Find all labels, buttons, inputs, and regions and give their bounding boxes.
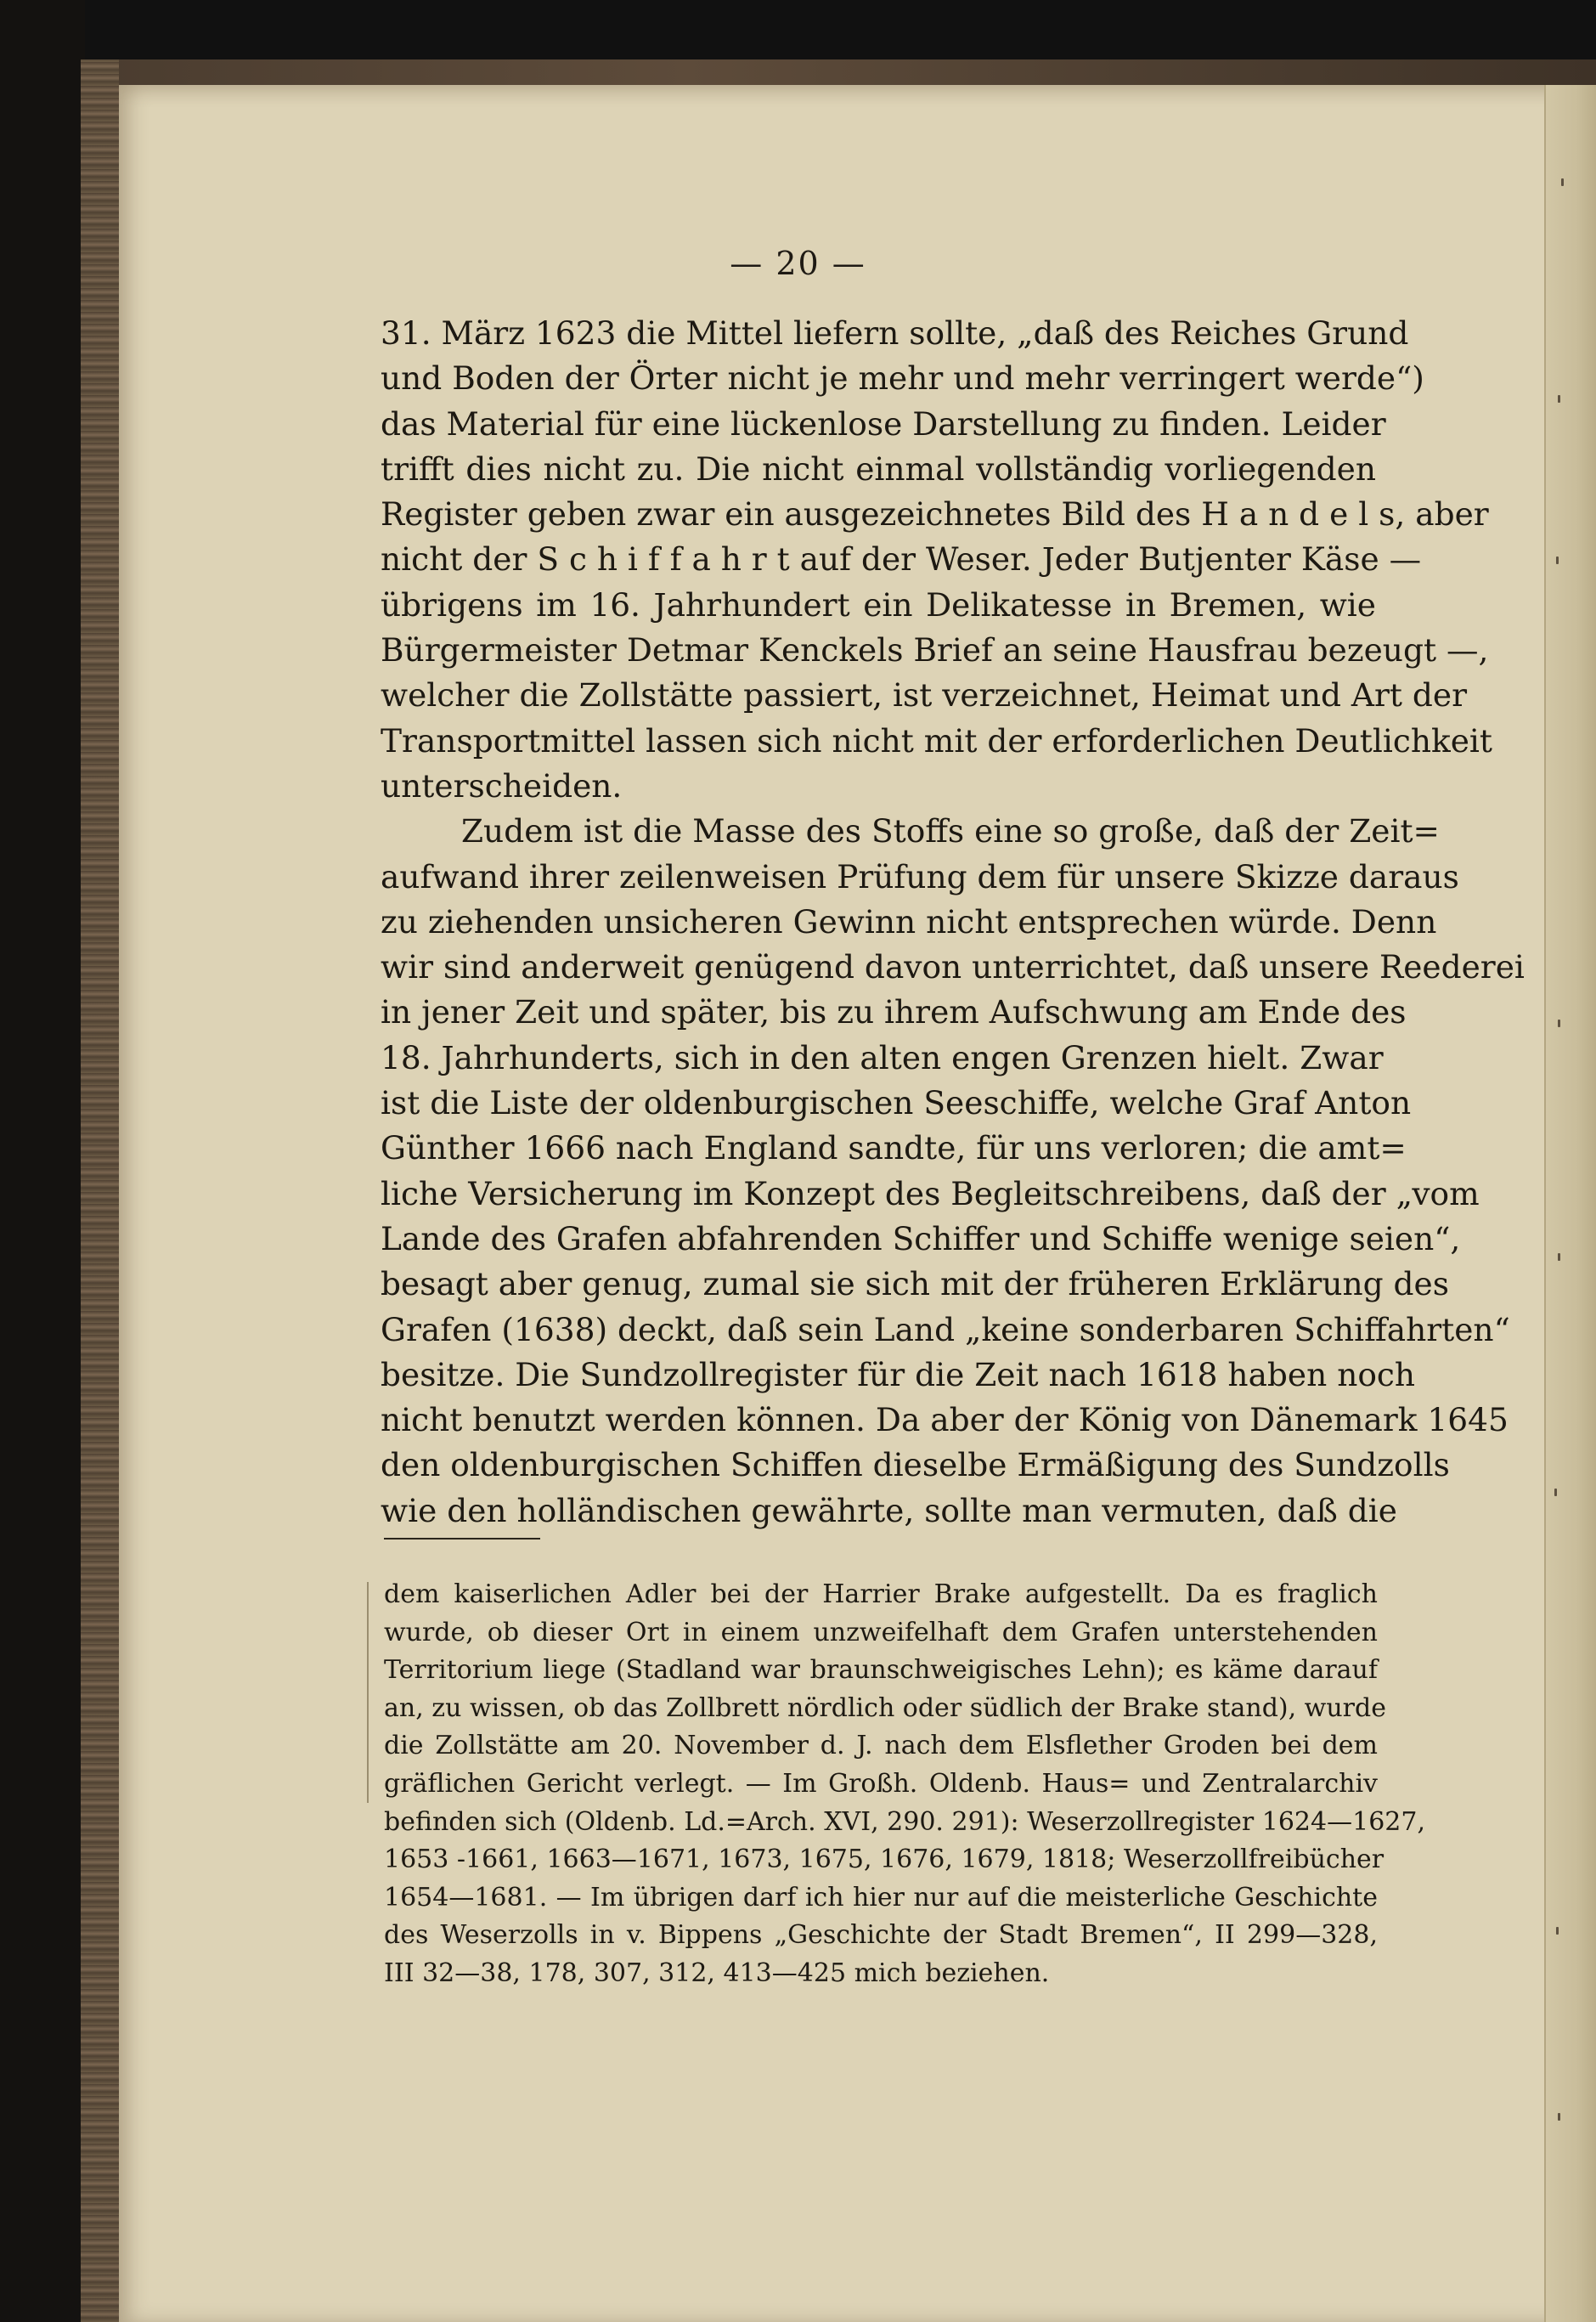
main-text [381, 311, 1525, 1534]
text-line: ist die Liste der oldenburgischen Seeschiffe, welche Graf Anton [381, 1084, 1412, 1122]
footnote-line: an, zu wissen, ob das Zollbrett nördlich oder südlich der Brake stand), wurde [384, 1692, 1386, 1723]
page-edge-right [1544, 85, 1596, 2322]
footnote-separator [384, 1538, 540, 1540]
text-line: den oldenburgischen Schiffen dieselbe Ermäßigung des Sundzolls [381, 1446, 1450, 1484]
text-line: besitze. Die Sundzollregister für die Zeit nach 1618 haben noch [381, 1355, 1416, 1393]
footnote-line: gräflichen Gericht verlegt. — Im Großh. Oldenb. Haus= und Zentralarchiv [384, 1768, 1378, 1799]
footnote-line: III 32—38, 178, 307, 312, 413—425 mich beziehen. [384, 1958, 1050, 1988]
footnote-line: 1654—1681. — Im übrigen darf ich hier nur auf die meisterliche Geschichte [384, 1882, 1378, 1912]
text-line: Grafen (1638) deckt, daß sein Land „keine sonderbaren Schiffahrten“ [381, 1310, 1510, 1348]
footnote-line: wurde, ob dieser Ort in einem unzweifelhaft dem Grafen unterstehenden [384, 1617, 1378, 1647]
text-line: Lande des Grafen abfahrenden Schiffer und Schiffe wenige seien“, [381, 1219, 1461, 1257]
paper-speck [1558, 1020, 1560, 1027]
text-line: 18. Jahrhunderts, sich in den alten engen Grenzen hielt. Zwar [381, 1038, 1384, 1076]
text-line: nicht der S c h i f f a h r t auf der Weser. Jeder Butjenter Käse — [381, 540, 1422, 579]
footnote-line: 1653 -1661, 1663—1671, 1673, 1675, 1676, 1679, 1818; Weserzollfreibücher [384, 1845, 1385, 1875]
margin-mark [367, 1582, 369, 1803]
text-line: Zudem ist die Masse des Stoffs eine so große, daß der Zeit= [461, 812, 1440, 850]
text-line: Bürgermeister Detmar Kenckels Brief an seine Hausfrau bezeugt —, [381, 631, 1489, 669]
text-line: 31. März 1623 die Mittel liefern sollte, „daß des Reiches Grund [381, 314, 1409, 352]
footnote-line: des Weserzolls in v. Bippens „Geschichte der Stadt Bremen“, II 299—328, [384, 1920, 1378, 1951]
footnote-line: dem kaiserlichen Adler bei der Harrier Brake aufgestellt. Da es fraglich [384, 1579, 1378, 1609]
footnote-line: befinden sich (Oldenb. Ld.=Arch. XVI, 290. 291): Weserzollregister 1624—1627, [384, 1806, 1425, 1837]
text-line: in jener Zeit und später, bis zu ihrem Aufschwung am Ende des [381, 993, 1407, 1031]
paper-speck [1561, 178, 1564, 186]
scan-background-top [0, 0, 1596, 68]
text-line: wir sind anderweit genügend davon unterrichtet, daß unsere Reederei [381, 948, 1525, 986]
paper-speck [1556, 556, 1559, 564]
book-spine-edge [81, 59, 119, 2322]
paper-speck [1556, 1927, 1559, 1935]
text-line: übrigens im 16. Jahrhundert ein Delikatesse in Bremen, wie [381, 585, 1376, 624]
footnote-line: Territorium liege (Stadland war braunschweigisches Lehn); es käme darauf [384, 1655, 1378, 1686]
text-line: und Boden der Örter nicht je mehr und mehr verringert werde“) [381, 359, 1424, 398]
text-line: das Material für eine lückenlose Darstellung zu finden. Leider [381, 404, 1386, 443]
text-line: liche Versicherung im Konzept des Begleitschreibens, daß der „vom [381, 1174, 1480, 1212]
text-line: unterscheiden. [381, 766, 623, 805]
text-line: trifft dies nicht zu. Die nicht einmal vollständig vorliegenden [381, 449, 1376, 488]
text-line: besagt aber genug, zumal sie sich mit der früheren Erklärung des [381, 1265, 1449, 1303]
page-number: — 20 — [730, 245, 866, 282]
text-line: zu ziehenden unsicheren Gewinn nicht entsprechen würde. Denn [381, 902, 1437, 941]
paper-speck [1554, 1489, 1557, 1496]
paper-speck [1558, 2113, 1560, 2121]
scan-background-left [0, 0, 85, 2322]
text-line: Günther 1666 nach England sandte, für uns verloren; die amt= [381, 1129, 1407, 1167]
text-line: wie den holländischen gewährte, sollte man vermuten, daß die [381, 1491, 1397, 1529]
text-line: Transportmittel lassen sich nicht mit der erforderlichen Deutlichkeit [381, 721, 1492, 760]
text-line: welcher die Zollstätte passiert, ist verzeichnet, Heimat und Art der [381, 676, 1468, 715]
paper-speck [1558, 1253, 1560, 1261]
text-line: Register geben zwar ein ausgezeichnetes Bild des H a n d e l s, aber [381, 495, 1489, 534]
footnote-text [384, 1576, 1425, 1993]
text-line: aufwand ihrer zeilenweisen Prüfung dem für unsere Skizze daraus [381, 857, 1459, 895]
paper-speck [1558, 395, 1560, 403]
text-line: nicht benutzt werden können. Da aber der König von Dänemark 1645 [381, 1401, 1509, 1439]
footnote-line: die Zollstätte am 20. November d. J. nach dem Elsflether Groden bei dem [384, 1731, 1378, 1761]
